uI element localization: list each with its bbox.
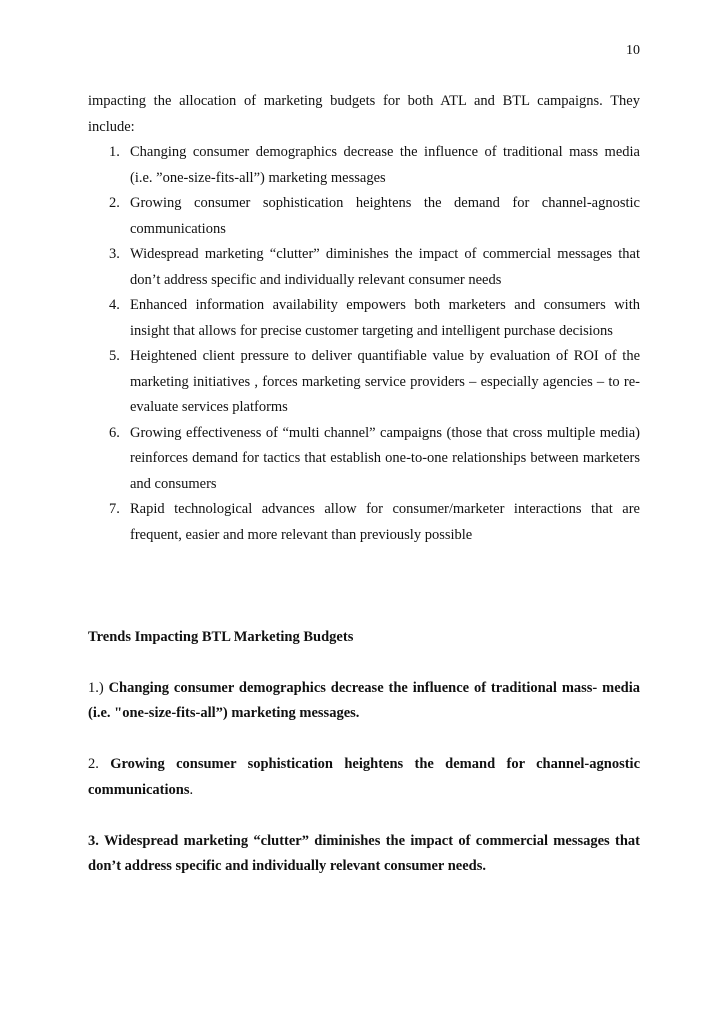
section-heading: Trends Impacting BTL Marketing Budgets [88, 628, 354, 645]
list-item-text: Changing consumer demographics decrease the influence of traditional mass media (i.e. ”one-size-fits-all”) marketing messages [130, 144, 640, 186]
list-item [88, 497, 640, 548]
list-item-number: 2. [109, 195, 120, 211]
spacer [88, 727, 640, 753]
list-item [88, 421, 640, 498]
trend-point-2-prefix: 2. [88, 756, 111, 772]
list-item-text: Growing consumer sophistication heightens the demand for channel-agnostic communications [130, 195, 640, 237]
list-item-text: Widespread marketing “clutter” diminishes the impact of commercial messages that don’t address specific and individually relevant consumer needs [130, 246, 640, 288]
list-item-text: Enhanced information availability empowers both marketers and consumers with insight that allows for precise customer targeting and intelligent purchase decisions [130, 297, 640, 339]
list-item-number: 1. [109, 144, 120, 160]
list-item [88, 191, 640, 242]
list-item [88, 293, 640, 344]
spacer [88, 650, 640, 676]
list-item-number: 3. [109, 246, 120, 262]
trend-point-1-prefix: 1.) [88, 679, 109, 696]
list-item-text: Heightened client pressure to deliver quantifiable value by evaluation of ROI of the marketing initiatives , forces marketing service providers – especially agencies – to re-evaluate services platforms [130, 348, 640, 415]
spacer [88, 599, 640, 625]
list-item-number: 6. [109, 424, 120, 441]
intro-paragraph: impacting the allocation of marketing budgets for both ATL and BTL campaigns. They include: [88, 93, 640, 135]
page-number: 10 [626, 43, 640, 58]
trend-point-2-suffix: . [189, 781, 194, 798]
trend-point-1-text: Changing consumer demographics decrease the influence of traditional mass- media (i.e. "one-size-fits-all”) marketing messages. [88, 679, 640, 721]
list-item [88, 344, 640, 421]
spacer [88, 548, 640, 599]
trend-point-2-text: Growing consumer sophistication heightens the demand for channel-agnostic communications [88, 756, 641, 798]
impact-list [88, 140, 640, 548]
list-item [88, 242, 640, 293]
list-item-number: 7. [109, 501, 120, 517]
list-item [88, 140, 640, 191]
trend-point-3: 3. Widespread marketing “clutter” diminishes the impact of commercial messages that don’t address specific and individually relevant consumer needs. [88, 832, 640, 874]
spacer [88, 803, 640, 829]
list-item-text: Growing effectiveness of “multi channel” campaigns (those that cross multiple media) reinforces demand for tactics that establish one-to-one relationships between marketers and consumers [130, 424, 640, 492]
document-body [88, 89, 640, 880]
trend-point-2 [88, 752, 640, 803]
trend-point-1 [88, 676, 640, 727]
list-item-text: Rapid technological advances allow for consumer/marketer interactions that are frequent, easier and more relevant than previously possible [130, 501, 640, 543]
list-item-number: 5. [109, 348, 120, 364]
list-item-number: 4. [109, 297, 120, 313]
